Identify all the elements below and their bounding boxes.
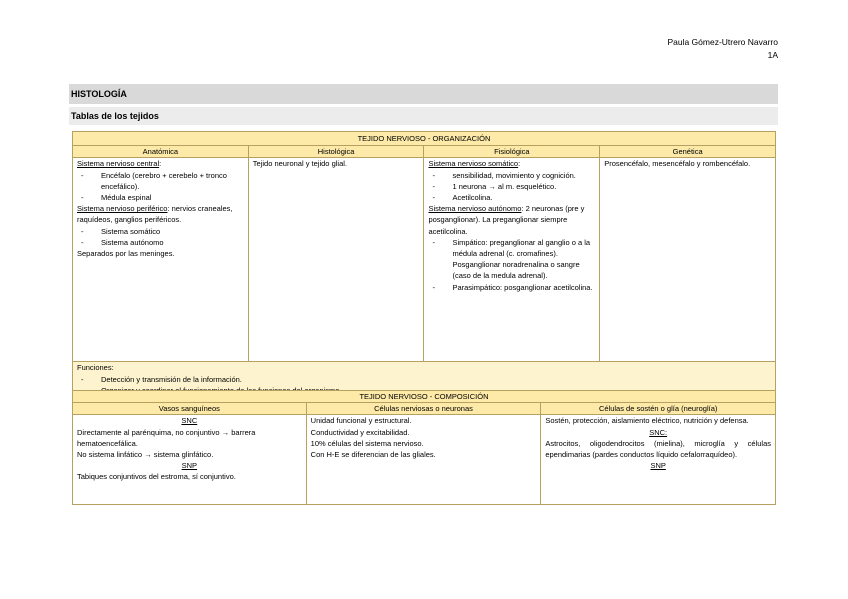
glia-intro: Sostén, protección, aislamiento eléctrico, nutrición y defensa.	[545, 416, 749, 426]
somatic-heading: Sistema nervioso somático	[428, 159, 519, 169]
snp-heading: Sistema nervioso periférico	[77, 204, 168, 214]
comp-header-vasos: Vasos sanguíneos	[73, 403, 307, 415]
list-item: - 1 neurona → al m. esquelético.	[452, 181, 595, 192]
org-header-fisiologica: Fisiológica	[424, 146, 600, 158]
tissue-table	[72, 131, 776, 408]
vasos-line-3: Tabiques conjuntivos del estroma, sí conjuntivo.	[77, 472, 236, 482]
comp-cell-vasos	[73, 415, 307, 505]
subsection-title: Tablas de los tejidos	[69, 107, 778, 125]
vasos-snp-label: SNP	[181, 461, 198, 471]
list-item: - Detección y transmisión de la información.	[101, 374, 771, 385]
glia-snc-text: Astrocitos, oligodendrocitos (mielina), microglía y células ependimarias (pardes conductos líquido cefalorraquídeo).	[545, 438, 771, 460]
autonomic-heading: Sistema nervioso autónomo	[428, 204, 522, 214]
comp-header-neuronas: Células nerviosas o neuronas	[306, 403, 541, 415]
neuronas-line: 10% células del sistema nervioso.	[310, 438, 424, 448]
autonomic-text: : 2 neuronas (pre y posganglionar). La preganglionar siempre acetilcolina.	[428, 204, 585, 236]
org-header-anatomica: Anatómica	[73, 146, 249, 158]
funciones-heading: Funciones:	[77, 363, 114, 373]
section-title: HISTOLOGÍA	[69, 84, 778, 104]
list-item: - Médula espinal	[101, 192, 244, 203]
vasos-snc-label: SNC	[181, 416, 198, 426]
list-item: - sensibilidad, movimiento y cognición.	[452, 170, 595, 181]
comp-table-title: TEJIDO NERVIOSO - COMPOSICIÓN	[73, 391, 776, 403]
org-table-title: TEJIDO NERVIOSO - ORGANIZACIÓN	[73, 132, 776, 146]
comp-header-glia: Células de sostén o glía (neuroglía)	[541, 403, 776, 415]
list-item: - Encéfalo (cerebro + cerebelo + tronco encefálico).	[101, 170, 244, 192]
neuronas-line: Con H-E se diferencian de las gliales.	[310, 450, 436, 460]
neuronas-line: Conductividad y excitabilidad.	[310, 427, 410, 437]
neuronas-line: Unidad funcional y estructural.	[310, 416, 412, 426]
vasos-line-1: Directamente al parénquima, no conjuntivo → barrera hematoencefálica.	[77, 427, 256, 448]
composition-table	[72, 390, 776, 505]
comp-cell-neuronas	[306, 415, 541, 505]
comp-cell-glia	[541, 415, 776, 505]
author-group: 1A	[767, 50, 778, 60]
org-cell-fisiologica: Sistema nervioso somático: - sensibilidad, movimiento y cognición. - 1 neurona → al m. esquelético. - Acetilcolina. Sistema nervioso autónomo: 2 neuronas (pre y posganglionar). La preganglionar siempre acetilcolina. - Simpático: preganglionar al ganglio o a la médula adrenal (c. cromafines). Posganglionar noradrenalina o sangre (caso de la medula adrenal). - Parasimpático: posganglionar acetilcolina.	[424, 158, 600, 362]
org-cell-anatomica: Sistema nervioso central: - Encéfalo (cerebro + cerebelo + tronco encefálico). - Médula espinal Sistema nervioso periférico: nervios craneales, raquídeos, ganglios periféricos. - Sistema somático - Sistema autónomo Separados por las meninges.	[73, 158, 249, 362]
snc-heading: Sistema nervioso central	[77, 159, 160, 169]
list-item: - Sistema somático	[101, 226, 244, 237]
list-item: - Simpático: preganglionar al ganglio o a la médula adrenal (c. cromafines). Posganglionar noradrenalina o sangre (caso de la medula adrenal).	[452, 237, 595, 282]
glia-snp-label: SNP	[650, 461, 666, 471]
vasos-line-2: No sistema linfático → sistema glinfático.	[77, 450, 214, 460]
snp-text: : nervios craneales, raquídeos, ganglios periféricos.	[77, 204, 233, 225]
list-item: - Parasimpático: posganglionar acetilcolina.	[452, 282, 595, 293]
list-item: - Acetilcolina.	[452, 192, 595, 203]
org-cell-histologica: Tejido neuronal y tejido glial.	[248, 158, 424, 362]
author-name: Paula Gómez-Utrero Navarro	[667, 37, 778, 47]
author-block	[667, 36, 778, 62]
meninges-note: Separados por las meninges.	[77, 249, 175, 259]
list-item: - Sistema autónomo	[101, 237, 244, 248]
org-cell-genetica: Prosencéfalo, mesencéfalo y rombencéfalo.	[600, 158, 776, 362]
org-header-histologica: Histológica	[248, 146, 424, 158]
glia-snc-label: SNC:	[649, 427, 668, 437]
org-header-genetica: Genética	[600, 146, 776, 158]
